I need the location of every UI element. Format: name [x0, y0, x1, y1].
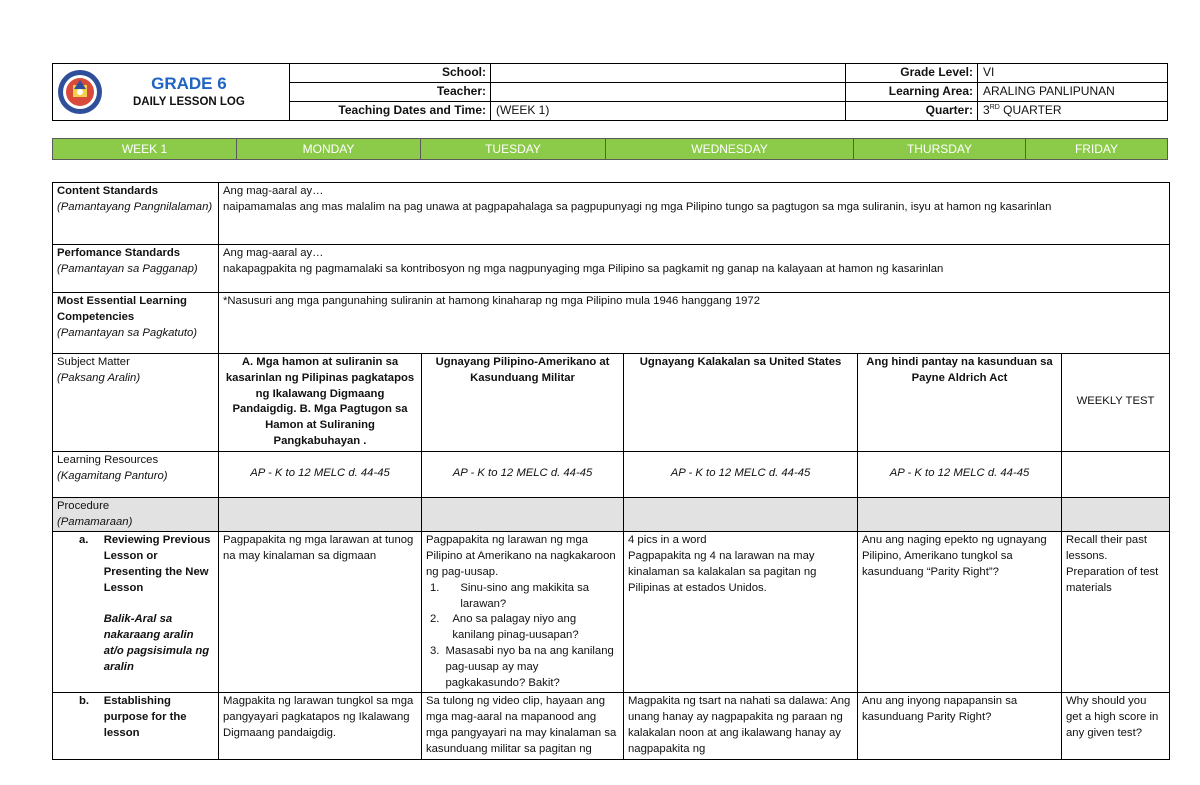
- deped-seal-icon: [57, 69, 103, 115]
- subject-friday[interactable]: WEEKLY TEST: [1062, 354, 1170, 452]
- col-week: WEEK 1: [53, 139, 237, 160]
- row-label: Most Essential Learning Competencies (Pamantayan sa Pagkatuto): [53, 293, 219, 354]
- dates-label: Teaching Dates and Time:: [290, 102, 491, 121]
- procedure-monday: [219, 497, 422, 532]
- table-row: [53, 354, 1170, 452]
- table-row: [53, 497, 1170, 532]
- step-b-tuesday[interactable]: Sa tulong ng video clip, hayaan ang mga mag-aaral na mapanood ang mga pangyayari na may kinalaman sa kasunduang militar sa pagitan ng: [422, 693, 624, 759]
- subject-monday[interactable]: A. Mga hamon at suliranin sa kasarinlan ng Pilipinas pagkatapos ng Ikalawang Digmaang Pandaigdig. B. Mga Pagtugon sa Hamon at Suliraning Pangkabuhayan .: [219, 354, 422, 452]
- col-tuesday: TUESDAY: [421, 139, 606, 160]
- subject-thursday[interactable]: Ang hindi pantay na kasunduan sa Payne Aldrich Act: [858, 354, 1062, 452]
- school-field[interactable]: [491, 64, 846, 83]
- school-label: School:: [290, 64, 491, 83]
- col-thursday: THURSDAY: [854, 139, 1026, 160]
- grade-level-field[interactable]: VI: [978, 64, 1168, 83]
- melc-cell[interactable]: *Nasusuri ang mga pangunahing suliranin at hamong kinaharap ng mga Pilipino mula 1946 hanggang 1972: [219, 293, 1170, 354]
- list-item: 1. Sinu-sino ang makikita sa larawan?: [430, 581, 590, 610]
- row-label: a. Reviewing Previous Lesson or Presenting the New Lesson Balik-Aral sa nakaraang aralin at/o pagsisimula ng aralin: [53, 532, 219, 693]
- step-a-monday[interactable]: Pagpapakita ng mga larawan at tunog na may kinalaman sa digmaan: [219, 532, 422, 693]
- step-b-friday[interactable]: Why should you get a high score in any given test?: [1062, 693, 1170, 759]
- step-b-thursday[interactable]: Anu ang inyong napapansin sa kasunduang Parity Right?: [858, 693, 1062, 759]
- step-b-monday[interactable]: Magpakita ng larawan tungkol sa mga pangyayari pagkatapos ng Ikalawang Digmaang pandaigdig.: [219, 693, 422, 759]
- learning-area-field[interactable]: ARALING PANLIPUNAN: [978, 83, 1168, 102]
- procedure-wednesday: [624, 497, 858, 532]
- content-standards-cell[interactable]: Ang mag-aaral ay… naipamamalas ang mas malalim na pag unawa at pagpapahalaga sa pagpupunyagi ng mga Pilipino tungo sa pagtugon sa mga suliranin, isyu at hamon ng kasarinlan: [219, 183, 1170, 245]
- row-label: Content Standards (Pamantayang Pangnilalaman): [53, 183, 219, 245]
- step-a-tuesday[interactable]: Pagpapakita ng larawan ng mga Pilipino at Amerikano na nagkakaroon ng pag-uusap. 1. Sinu-sino ang makikita sa larawan? 2. Ano sa palagay niyo ang kanilang pinag-uusapan? 3. Masasabi nyo ba na ang kanilang pag-uusap ay may pagkakasundo? Bakit?: [422, 532, 624, 693]
- table-row: [53, 293, 1170, 354]
- resources-wednesday[interactable]: AP - K to 12 MELC d. 44-45: [624, 451, 858, 497]
- procedure-friday: [1062, 497, 1170, 532]
- row-label: Procedure (Pamamaraan): [53, 497, 219, 532]
- table-row: [53, 693, 1170, 759]
- step-a-thursday[interactable]: Anu ang naging epekto ng ugnayang Pilipino, Amerikano tungkol sa kasunduang “Parity Right”?: [858, 532, 1062, 693]
- lesson-log-table: [52, 182, 1170, 760]
- table-row: [53, 451, 1170, 497]
- list-item: 2. Ano sa palagay niyo ang kanilang pinag-uusapan?: [430, 613, 579, 642]
- table-row: [53, 183, 1170, 245]
- teacher-label: Teacher:: [290, 83, 491, 102]
- quarter-label: Quarter:: [846, 102, 978, 121]
- col-friday: FRIDAY: [1026, 139, 1168, 160]
- resources-thursday[interactable]: AP - K to 12 MELC d. 44-45: [858, 451, 1062, 497]
- list-item: 3. Masasabi nyo ba na ang kanilang pag-uusap ay may pagkakasundo? Bakit?: [430, 644, 614, 689]
- logo-cell: [53, 64, 290, 121]
- log-title: DAILY LESSON LOG: [133, 96, 245, 108]
- resources-friday[interactable]: [1062, 451, 1170, 497]
- step-a-wednesday[interactable]: 4 pics in a word Pagpapakita ng 4 na larawan na may kinalaman sa kalakalan sa pagitan ng Pilipinas at estados Unidos.: [624, 532, 858, 693]
- procedure-tuesday: [422, 497, 624, 532]
- subject-tuesday[interactable]: Ugnayang Pilipino-Amerikano at Kasunduang Militar: [422, 354, 624, 452]
- row-label: Perfomance Standards (Pamantayan sa Pagganap): [53, 245, 219, 293]
- table-row: [53, 245, 1170, 293]
- subject-wednesday[interactable]: Ugnayang Kalakalan sa United States: [624, 354, 858, 452]
- row-label: b. Establishing purpose for the lesson: [53, 693, 219, 759]
- grade-level-label: Grade Level:: [846, 64, 978, 83]
- step-b-wednesday[interactable]: Magpakita ng tsart na nahati sa dalawa: Ang unang hanay ay nagpapakita ng paraan ng kalakalan noon at ang ikalawang hanay ay nagpapakita ng: [624, 693, 858, 759]
- step-a-friday[interactable]: Recall their past lessons. Preparation of test materials: [1062, 532, 1170, 693]
- row-label: Learning Resources (Kagamitang Panturo): [53, 451, 219, 497]
- dates-field[interactable]: (WEEK 1): [491, 102, 846, 121]
- resources-tuesday[interactable]: AP - K to 12 MELC d. 44-45: [422, 451, 624, 497]
- quarter-field[interactable]: 3RD QUARTER: [978, 102, 1168, 121]
- row-label: Subject Matter (Paksang Aralin): [53, 354, 219, 452]
- week-day-bar: [52, 138, 1168, 160]
- procedure-thursday: [858, 497, 1062, 532]
- header-table: [52, 63, 1168, 121]
- performance-standards-cell[interactable]: Ang mag-aaral ay… nakapagpakita ng pagmamalaki sa kontribosyon ng mga nagpunyaging mga Pilipino sa pagkamit ng ganap na kalayaan at hamon ng kasarinlan: [219, 245, 1170, 293]
- grade-title: GRADE 6: [151, 74, 227, 93]
- col-wednesday: WEDNESDAY: [606, 139, 854, 160]
- teacher-field[interactable]: [491, 83, 846, 102]
- table-row: [53, 532, 1170, 693]
- learning-area-label: Learning Area:: [846, 83, 978, 102]
- col-monday: MONDAY: [237, 139, 421, 160]
- resources-monday[interactable]: AP - K to 12 MELC d. 44-45: [219, 451, 422, 497]
